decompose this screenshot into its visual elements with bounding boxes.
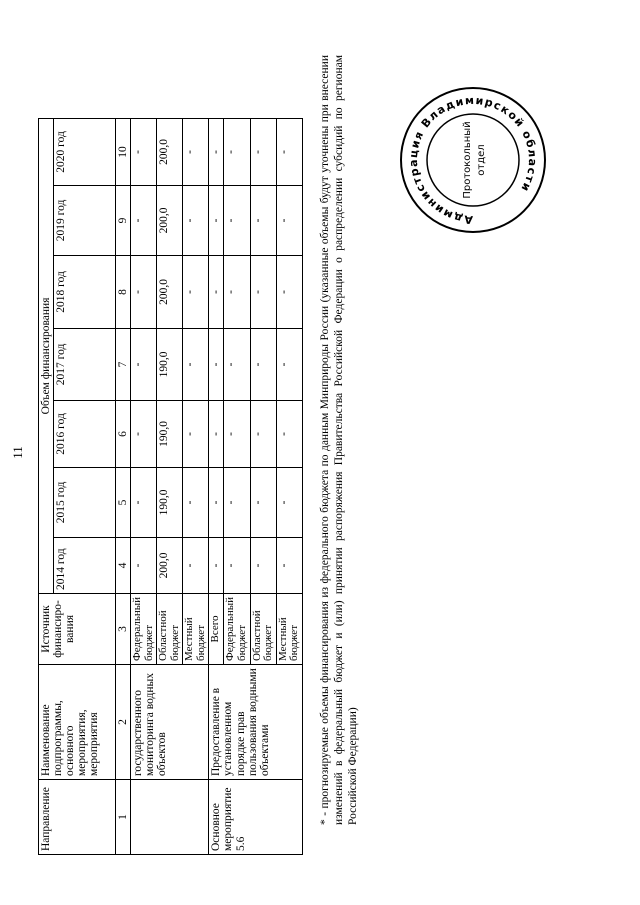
value-cell: - (250, 467, 276, 537)
table-row (209, 118, 224, 854)
row-source: Местный бюджет (183, 593, 209, 664)
value-cell: - (250, 185, 276, 255)
value-cell: - (131, 118, 157, 185)
row-source: Местный бюджет (276, 593, 302, 664)
page-number: 11 (10, 446, 25, 459)
header-year: 2019 год (54, 185, 116, 255)
value-cell: - (250, 400, 276, 467)
row-source: Областной бюджет (157, 593, 183, 664)
value-cell: - (183, 400, 209, 467)
value-cell: - (209, 185, 224, 255)
value-cell: 190,0 (157, 328, 183, 400)
col-number: 4 (116, 537, 131, 593)
header-source: Источник финансиро-вания (39, 593, 116, 664)
row-direction: Основное мероприятие 5.6 (209, 780, 302, 855)
header-row-1 (39, 118, 54, 854)
header-year: 2015 год (54, 467, 116, 537)
value-cell: - (131, 467, 157, 537)
value-cell: - (209, 400, 224, 467)
value-cell: - (224, 328, 250, 400)
col-number: 8 (116, 255, 131, 328)
col-number: 10 (116, 118, 131, 185)
value-cell: - (276, 255, 302, 328)
value-cell: - (131, 185, 157, 255)
row-name: Предоставление в установленном порядке прав пользования водными объектами (209, 665, 302, 780)
value-cell: - (209, 537, 224, 593)
stamp-ring-text: Администрация Владимирской области (406, 93, 540, 227)
value-cell: - (131, 255, 157, 328)
value-cell: - (276, 185, 302, 255)
table-row (131, 118, 157, 854)
value-cell: 190,0 (157, 467, 183, 537)
col-number: 5 (116, 467, 131, 537)
value-cell: 190,0 (157, 400, 183, 467)
official-stamp (398, 85, 548, 235)
value-cell: - (209, 118, 224, 185)
value-cell: - (131, 537, 157, 593)
value-cell: - (131, 400, 157, 467)
value-cell: - (183, 537, 209, 593)
header-year: 2020 год (54, 118, 116, 185)
value-cell: 200,0 (157, 185, 183, 255)
value-cell: - (224, 118, 250, 185)
stamp-center-line1: Протокольный (462, 121, 473, 199)
value-cell: - (276, 400, 302, 467)
row-source: Федеральный бюджет (131, 593, 157, 664)
col-number: 6 (116, 400, 131, 467)
value-cell: 200,0 (157, 118, 183, 185)
value-cell: - (224, 185, 250, 255)
value-cell: - (183, 185, 209, 255)
header-year: 2016 год (54, 400, 116, 467)
value-cell: - (224, 537, 250, 593)
value-cell: - (250, 328, 276, 400)
row-source: Федеральный бюджет (224, 593, 250, 664)
footnote: * - прогнозируемые объемы финансирования из федерального бюджета по данным Минприроды России (указанные объемы будут уточнены при внесении изменений в федеральный бюджет и (или) принятии распоряжения Правительства Российской Федерации о распределении субсидий по регионам Российской Федерации) (319, 55, 359, 825)
row-direction (131, 780, 209, 855)
value-cell: - (250, 537, 276, 593)
value-cell: - (276, 328, 302, 400)
value-cell: - (276, 118, 302, 185)
value-cell: - (183, 328, 209, 400)
header-year: 2018 год (54, 255, 116, 328)
value-cell: - (183, 255, 209, 328)
header-direction: Направление (39, 780, 116, 855)
value-cell: - (224, 400, 250, 467)
header-year: 2017 год (54, 328, 116, 400)
value-cell: 200,0 (157, 255, 183, 328)
value-cell: - (224, 467, 250, 537)
value-cell: - (183, 118, 209, 185)
column-numbers-row (116, 118, 131, 854)
value-cell: 200,0 (157, 537, 183, 593)
value-cell: - (131, 328, 157, 400)
row-source: Областной бюджет (250, 593, 276, 664)
value-cell: - (209, 255, 224, 328)
col-number: 1 (116, 780, 131, 855)
financing-table (38, 118, 303, 855)
value-cell: - (250, 255, 276, 328)
value-cell: - (224, 255, 250, 328)
header-year: 2014 год (54, 537, 116, 593)
col-number: 7 (116, 328, 131, 400)
header-volume: Объем финансирования (39, 118, 54, 593)
header-name: Наименование подпрограммы, основного мероприятия, мероприятия (39, 665, 116, 780)
col-number: 3 (116, 593, 131, 664)
col-number: 9 (116, 185, 131, 255)
row-name: государственного мониторинга водных объектов (131, 665, 209, 780)
value-cell: - (276, 467, 302, 537)
col-number: 2 (116, 665, 131, 780)
value-cell: - (250, 118, 276, 185)
value-cell: - (183, 467, 209, 537)
value-cell: - (276, 537, 302, 593)
value-cell: - (209, 328, 224, 400)
stamp-center-line2: отдел (476, 144, 487, 176)
value-cell: - (209, 467, 224, 537)
row-source: Всего (209, 593, 224, 664)
